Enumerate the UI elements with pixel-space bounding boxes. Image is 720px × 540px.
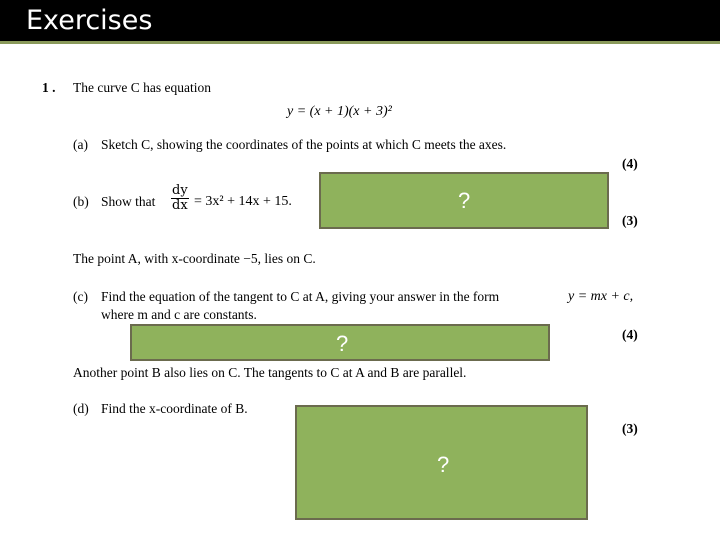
part-b-text: Show that (101, 194, 156, 209)
part-a-label: (a) (73, 137, 88, 152)
curve-equation: y = (x + 1)(x + 3)² (287, 104, 392, 119)
part-a-text: Sketch C, showing the coordinates of the points at which C meets the axes. (101, 137, 507, 152)
part-c-form: y = mx + c, (568, 289, 634, 304)
answer-box-d[interactable] (295, 405, 588, 520)
part-d-text: Find the x-coordinate of B. (101, 401, 248, 416)
header-bar (0, 0, 720, 44)
point-a-statement: The point A, with x-coordinate −5, lies on C. (73, 251, 316, 266)
point-b-statement: Another point B also lies on C. The tangents to C at A and B are parallel. (73, 365, 467, 380)
answer-box-b[interactable] (319, 172, 609, 229)
fraction-numerator: dy (172, 183, 188, 198)
hidden-answer-marker: ? (437, 452, 450, 477)
answer-box-c[interactable] (130, 324, 550, 361)
part-b-marks: (3) (622, 213, 638, 228)
part-c-text2: where m and c are constants. (101, 307, 257, 322)
part-c-text: Find the equation of the tangent to C at A, giving your answer in the form (101, 289, 500, 304)
part-d-marks: (3) (622, 421, 638, 436)
question-number: 1 . (42, 80, 56, 95)
part-b-expression: = 3x² + 14x + 15. (194, 194, 292, 209)
part-c-label: (c) (73, 289, 88, 304)
part-b-label: (b) (73, 194, 89, 209)
part-d-label: (d) (73, 401, 89, 416)
part-a-marks: (4) (622, 156, 638, 171)
hidden-answer-marker: ? (458, 188, 471, 213)
derivative-fraction (171, 184, 189, 213)
hidden-answer-marker: ? (336, 331, 349, 356)
question-intro: The curve C has equation (73, 80, 211, 95)
part-c-marks: (4) (622, 327, 638, 342)
page-title: Exercises (26, 5, 153, 36)
fraction-denominator: dx (172, 198, 188, 213)
